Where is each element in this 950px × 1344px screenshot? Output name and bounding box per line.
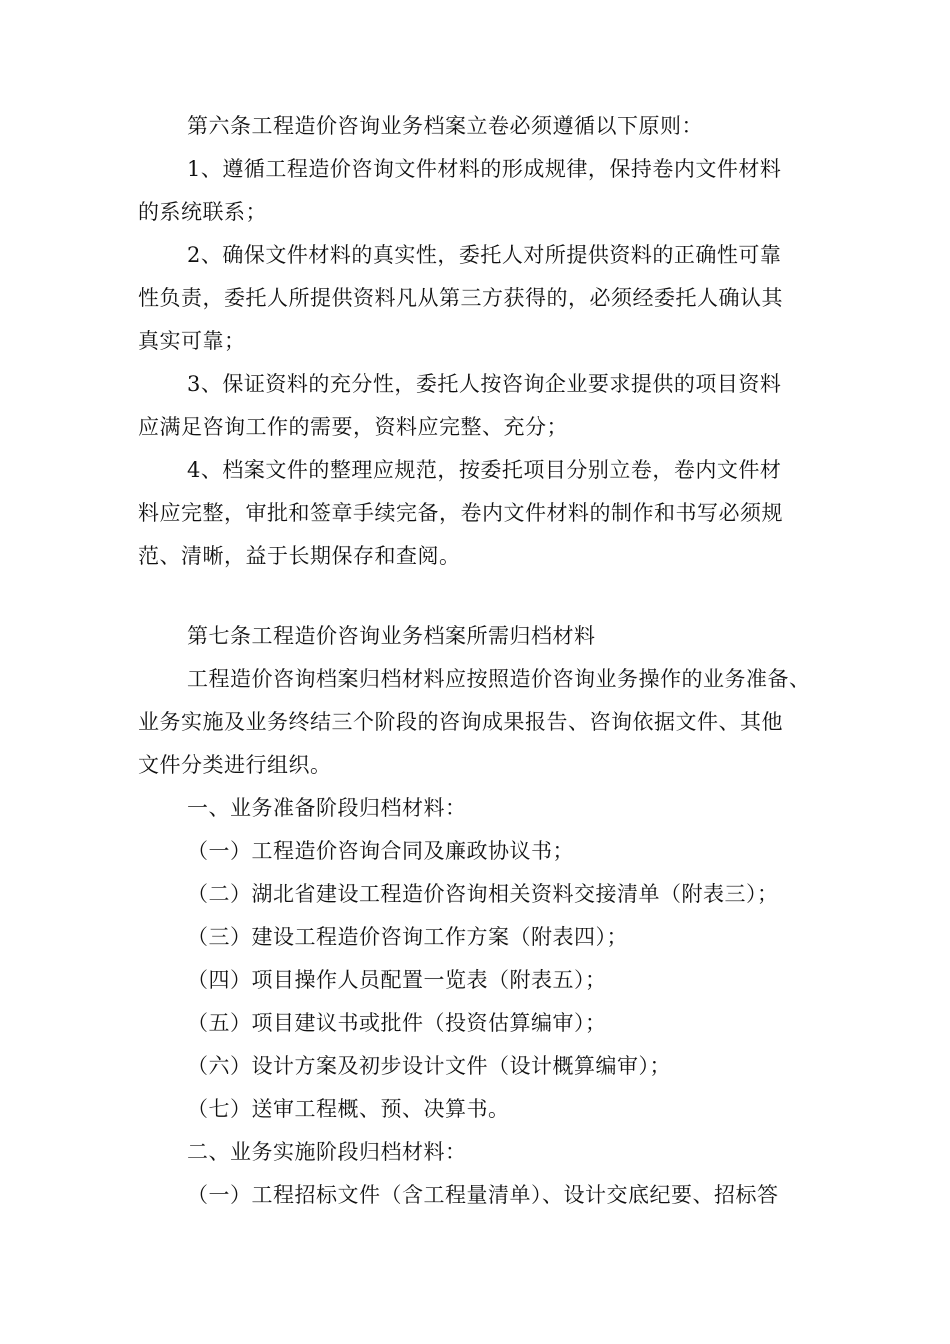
principle-4-line-3: 范、清晰，益于长期保存和查阅。: [138, 544, 461, 568]
article-7-intro-line-3: 文件分类进行组织。: [138, 753, 332, 777]
part-2-heading: 二、业务实施阶段归档材料：: [187, 1140, 467, 1164]
part-1-item: （六）设计方案及初步设计文件（设计概算编审）；: [187, 1054, 671, 1078]
principle-3-line-1: 3、保证资料的充分性，委托人按咨询企业要求提供的项目资料: [187, 372, 782, 396]
part-1-item: （四）项目操作人员配置一览表（附表五）；: [187, 968, 607, 992]
article-7-heading: 第七条工程造价咨询业务档案所需归档材料: [187, 624, 596, 648]
part-1-item: （二）湖北省建设工程造价咨询相关资料交接清单（附表三）；: [187, 882, 779, 906]
part-1-item: （七）送审工程概、预、决算书。: [187, 1097, 510, 1121]
principle-2-line-3: 真实可靠；: [138, 329, 246, 353]
article-7-intro-line-1: 工程造价咨询档案归档材料应按照造价咨询业务操作的业务准备、: [187, 667, 811, 691]
article-7-intro-line-2: 业务实施及业务终结三个阶段的咨询成果报告、咨询依据文件、其他: [138, 710, 783, 734]
part-1-item: （五）项目建议书或批件（投资估算编审）；: [187, 1011, 607, 1035]
principle-1-line-2: 的系统联系；: [138, 200, 267, 224]
principle-1-line-1: 1、遵循工程造价咨询文件材料的形成规律，保持卷内文件材料: [187, 157, 782, 181]
principle-4-line-2: 料应完整，审批和签章手续完备，卷内文件材料的制作和书写必须规: [138, 501, 783, 525]
principle-2-line-1: 2、确保文件材料的真实性，委托人对所提供资料的正确性可靠: [187, 243, 782, 267]
part-2-item: （一）工程招标文件（含工程量清单）、设计交底纪要、招标答: [187, 1183, 779, 1207]
principle-4-line-1: 4、档案文件的整理应规范，按委托项目分别立卷，卷内文件材: [187, 458, 782, 482]
article-6-heading: 第六条工程造价咨询业务档案立卷必须遵循以下原则：: [187, 114, 703, 138]
part-1-item: （一）工程造价咨询合同及廉政协议书；: [187, 839, 574, 863]
principle-2-line-2: 性负责，委托人所提供资料凡从第三方获得的，必须经委托人确认其: [138, 286, 783, 310]
principle-3-line-2: 应满足咨询工作的需要，资料应完整、充分；: [138, 415, 568, 439]
part-1-item: （三）建设工程造价咨询工作方案（附表四）；: [187, 925, 628, 949]
part-1-heading: 一、业务准备阶段归档材料：: [187, 796, 467, 820]
